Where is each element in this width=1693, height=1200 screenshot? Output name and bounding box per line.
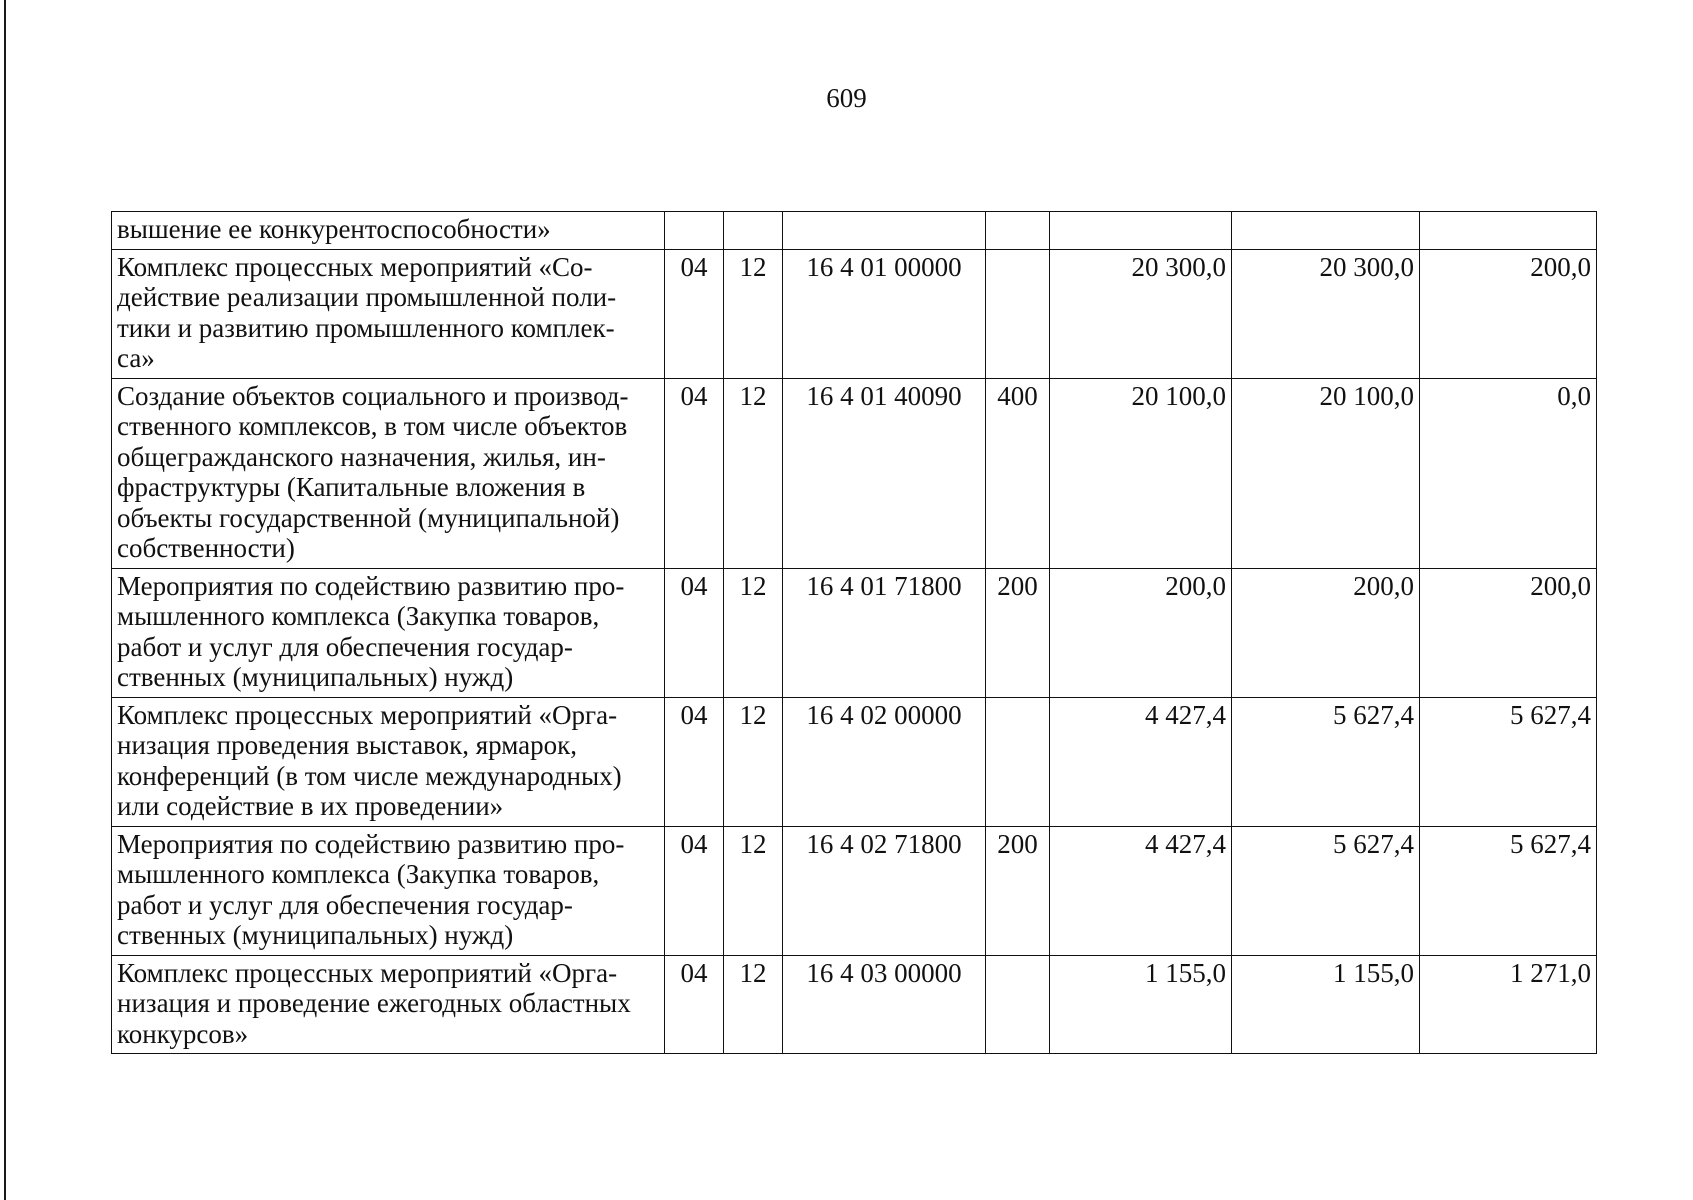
amount-3-cell: 0,0 [1420, 378, 1597, 568]
amount-2-cell: 20 300,0 [1232, 249, 1420, 378]
amount-1-cell: 20 100,0 [1050, 378, 1232, 568]
amount-2-cell: 5 627,4 [1232, 697, 1420, 826]
section-code-cell: 04 [665, 955, 724, 1054]
amount-2-cell [1232, 212, 1420, 250]
expense-type-cell: 200 [986, 826, 1050, 955]
expense-type-cell [986, 249, 1050, 378]
amount-1-cell [1050, 212, 1232, 250]
subsection-code-cell: 12 [724, 697, 783, 826]
target-article-cell: 16 4 02 71800 [783, 826, 986, 955]
subsection-code-cell: 12 [724, 826, 783, 955]
target-article-cell: 16 4 02 00000 [783, 697, 986, 826]
expense-type-cell: 200 [986, 568, 1050, 697]
row-name-cell: Комплекс процессных мероприятий «Орга- низация проведения выставок, ярмарок, конференций (в том числе международных) или содействие в их проведении» [112, 697, 665, 826]
amount-1-cell: 1 155,0 [1050, 955, 1232, 1054]
amount-3-cell [1420, 212, 1597, 250]
table-row [112, 212, 1597, 250]
section-code-cell: 04 [665, 378, 724, 568]
section-code-cell: 04 [665, 249, 724, 378]
expense-type-cell [986, 697, 1050, 826]
amount-2-cell: 5 627,4 [1232, 826, 1420, 955]
row-name-cell: Мероприятия по содействию развитию про- мышленного комплекса (Закупка товаров, работ и услуг для обеспечения государ- ственных (муниципальных) нужд) [112, 568, 665, 697]
target-article-cell: 16 4 01 71800 [783, 568, 986, 697]
section-code-cell [665, 212, 724, 250]
subsection-code-cell: 12 [724, 378, 783, 568]
expense-type-cell: 400 [986, 378, 1050, 568]
amount-3-cell: 200,0 [1420, 568, 1597, 697]
amount-1-cell: 200,0 [1050, 568, 1232, 697]
amount-2-cell: 200,0 [1232, 568, 1420, 697]
amount-3-cell: 5 627,4 [1420, 697, 1597, 826]
subsection-code-cell: 12 [724, 568, 783, 697]
subsection-code-cell: 12 [724, 249, 783, 378]
scan-edge-line [4, 0, 6, 1200]
target-article-cell: 16 4 01 40090 [783, 378, 986, 568]
row-name-cell: Создание объектов социального и производ- ственного комплексов, в том числе объектов общегражданского назначения, жилья, ин- фраструктуры (Капитальные вложения в объекты государственной (муниципальной) собственности) [112, 378, 665, 568]
expense-type-cell [986, 955, 1050, 1054]
target-article-cell: 16 4 03 00000 [783, 955, 986, 1054]
table-row [112, 955, 1597, 1054]
amount-1-cell: 20 300,0 [1050, 249, 1232, 378]
amount-3-cell: 1 271,0 [1420, 955, 1597, 1054]
row-name-cell: Мероприятия по содействию развитию про- мышленного комплекса (Закупка товаров, работ и услуг для обеспечения государ- ственных (муниципальных) нужд) [112, 826, 665, 955]
amount-2-cell: 1 155,0 [1232, 955, 1420, 1054]
amount-2-cell: 20 100,0 [1232, 378, 1420, 568]
table-row [112, 826, 1597, 955]
amount-1-cell: 4 427,4 [1050, 826, 1232, 955]
expense-type-cell [986, 212, 1050, 250]
section-code-cell: 04 [665, 568, 724, 697]
page-number: 609 [826, 83, 867, 113]
row-name-cell: Комплекс процессных мероприятий «Орга- низация и проведение ежегодных областных конкурсов» [112, 955, 665, 1054]
amount-1-cell: 4 427,4 [1050, 697, 1232, 826]
amount-3-cell: 200,0 [1420, 249, 1597, 378]
section-code-cell: 04 [665, 826, 724, 955]
subsection-code-cell: 12 [724, 955, 783, 1054]
section-code-cell: 04 [665, 697, 724, 826]
subsection-code-cell [724, 212, 783, 250]
target-article-cell: 16 4 01 00000 [783, 249, 986, 378]
amount-3-cell: 5 627,4 [1420, 826, 1597, 955]
budget-table [111, 211, 1597, 1054]
table-row [112, 249, 1597, 378]
row-name-cell: вышение ее конкурентоспособности» [112, 212, 665, 250]
table-row [112, 697, 1597, 826]
row-name-cell: Комплекс процессных мероприятий «Со- действие реализации промышленной поли- тики и развитию промышленного комплек- са» [112, 249, 665, 378]
target-article-cell [783, 212, 986, 250]
table-row [112, 568, 1597, 697]
table-row [112, 378, 1597, 568]
